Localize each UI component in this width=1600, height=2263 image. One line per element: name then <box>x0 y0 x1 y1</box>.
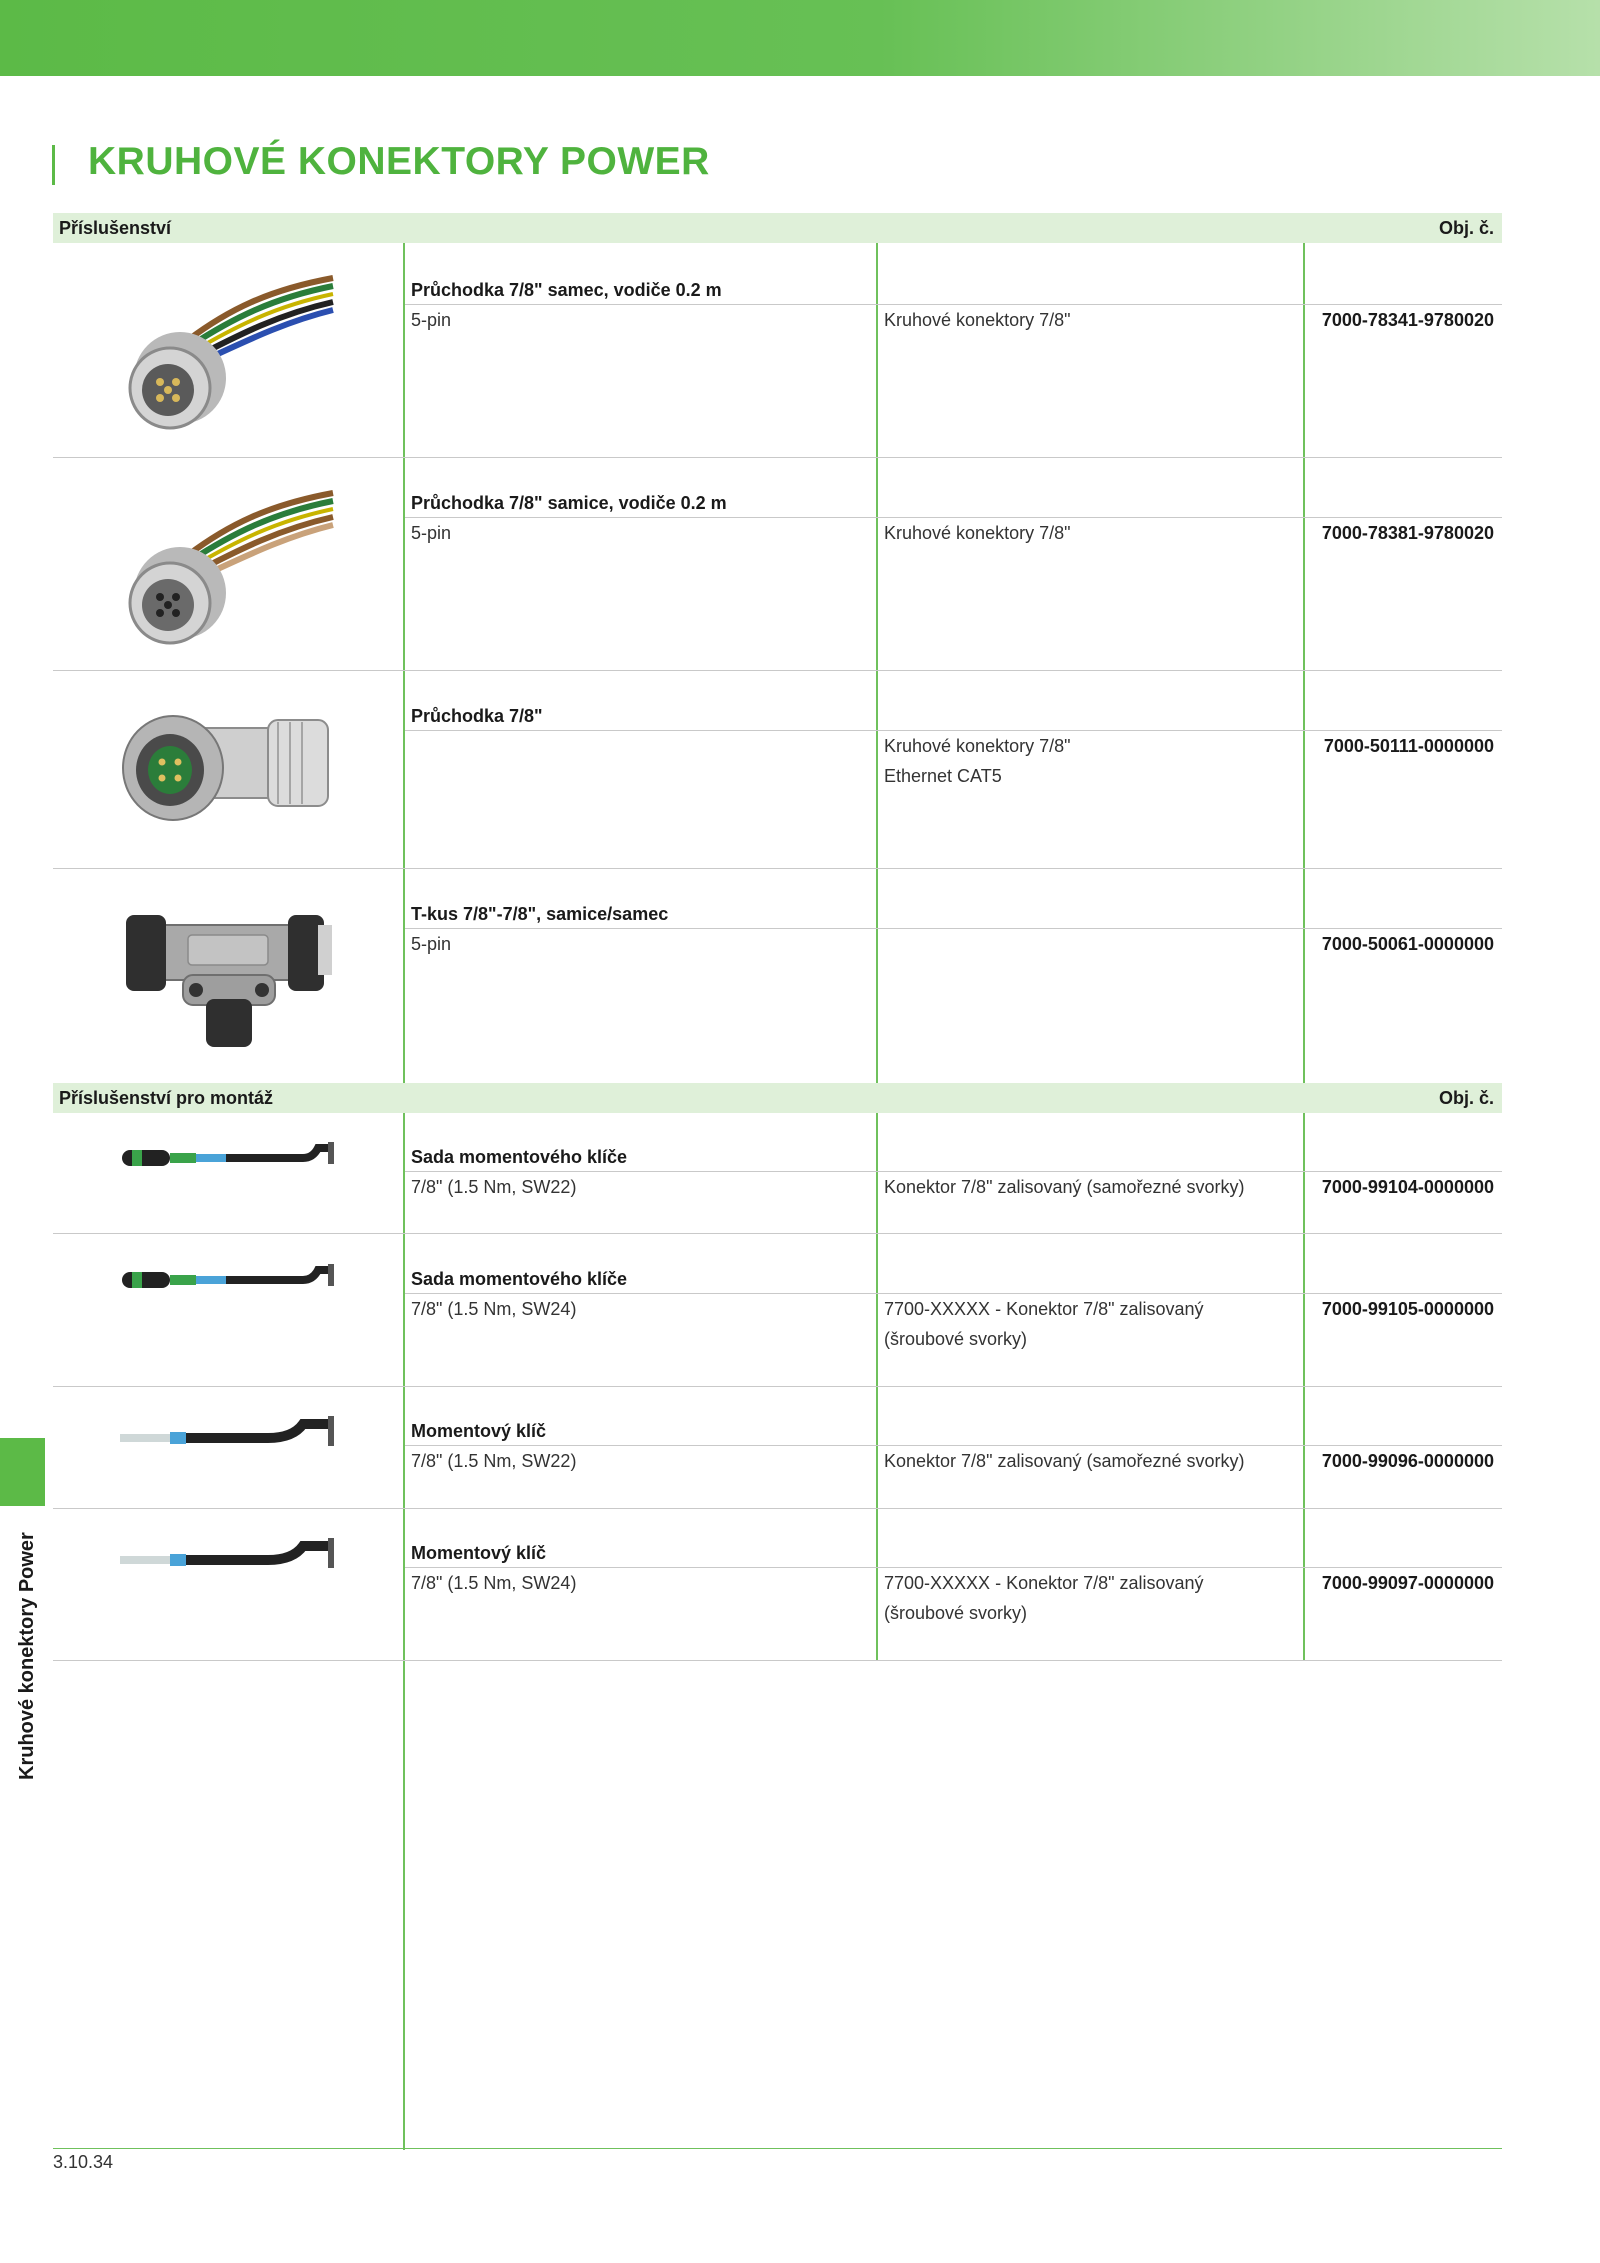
order-number: 7000-50111-0000000 <box>1323 736 1494 756</box>
product-spec: 5-pin <box>411 310 452 330</box>
product-spec: 5-pin <box>411 934 452 954</box>
order-number: 7000-78341-9780020 <box>1321 310 1494 330</box>
t-piece-connector-image <box>118 895 338 1055</box>
top-color-band <box>0 0 1600 76</box>
column-divider-3 <box>1303 213 1305 1660</box>
page-number: 3.10.34 <box>53 2152 114 2172</box>
order-number: 7000-50061-0000000 <box>1321 934 1494 954</box>
column-divider-1 <box>403 213 405 2150</box>
order-number-header: Obj. č. <box>1438 1088 1494 1108</box>
metal-feedthrough-image <box>118 698 338 833</box>
product-name: Momentový klíč <box>411 1421 547 1441</box>
column-divider-2 <box>876 213 878 1660</box>
product-name: Průchodka 7/8" samice, vodiče 0.2 m <box>411 493 727 513</box>
row-separator <box>53 1386 1502 1387</box>
section-label: Příslušenství pro montáž <box>59 1088 274 1108</box>
torque-wrench-set-image <box>118 1138 338 1178</box>
order-number-header: Obj. č. <box>1438 218 1494 238</box>
product-description: Konektor 7/8" zalisovaný (samořezné svorky) <box>884 1451 1245 1471</box>
product-description: 7700-XXXXX - Konektor 7/8" zalisovaný <box>884 1573 1204 1593</box>
product-description: Konektor 7/8" zalisovaný (samořezné svorky) <box>884 1177 1245 1197</box>
product-spec: 7/8" (1.5 Nm, SW22) <box>411 1451 577 1471</box>
order-number: 7000-99105-0000000 <box>1321 1299 1494 1319</box>
row-separator <box>53 1233 1502 1234</box>
product-name: Průchodka 7/8" samec, vodiče 0.2 m <box>411 280 722 300</box>
product-description: Kruhové konektory 7/8" <box>884 736 1071 756</box>
row-separator <box>53 868 1502 869</box>
product-description: Kruhové konektory 7/8" <box>884 310 1071 330</box>
female-feedthrough-with-wires-image <box>118 485 338 650</box>
product-description-line-2: (šroubové svorky) <box>884 1603 1028 1623</box>
order-number: 7000-99097-0000000 <box>1321 1573 1494 1593</box>
side-section-tab <box>0 1438 45 1506</box>
product-name: T-kus 7/8"-7/8", samice/samec <box>411 904 669 924</box>
product-name: Průchodka 7/8" <box>411 706 543 726</box>
order-number: 7000-99096-0000000 <box>1321 1451 1494 1471</box>
product-name: Sada momentového klíče <box>411 1269 628 1289</box>
product-spec: 7/8" (1.5 Nm, SW24) <box>411 1573 577 1593</box>
torque-wrench-image <box>118 1412 338 1462</box>
product-spec: 7/8" (1.5 Nm, SW22) <box>411 1177 577 1197</box>
row-separator <box>53 670 1502 671</box>
product-spec: 5-pin <box>411 523 452 543</box>
torque-wrench-set-image <box>118 1260 338 1300</box>
section-label: Příslušenství <box>59 218 172 238</box>
product-description-line-2: (šroubové svorky) <box>884 1329 1028 1349</box>
product-spec: 7/8" (1.5 Nm, SW24) <box>411 1299 577 1319</box>
page-bottom-rule <box>53 2148 1502 2149</box>
page-title: KRUHOVÉ KONEKTORY POWER <box>88 140 710 183</box>
product-description: Kruhové konektory 7/8" <box>884 523 1071 543</box>
torque-wrench-image <box>118 1534 338 1584</box>
order-number: 7000-99104-0000000 <box>1321 1177 1494 1197</box>
side-section-label: Kruhové konektory Power <box>16 1532 38 1780</box>
product-description: 7700-XXXXX - Konektor 7/8" zalisovaný <box>884 1299 1204 1319</box>
row-separator <box>53 1660 1502 1661</box>
section-header-mounting-accessories <box>53 1083 1502 1113</box>
row-separator <box>53 1508 1502 1509</box>
product-description-line-2: Ethernet CAT5 <box>884 766 1002 786</box>
section-header-accessories <box>53 213 1502 243</box>
title-accent-bar <box>52 145 55 185</box>
product-name: Sada momentového klíče <box>411 1147 628 1167</box>
product-name: Momentový klíč <box>411 1543 547 1563</box>
order-number: 7000-78381-9780020 <box>1321 523 1494 543</box>
row-separator <box>53 457 1502 458</box>
male-feedthrough-with-wires-image <box>118 270 338 435</box>
